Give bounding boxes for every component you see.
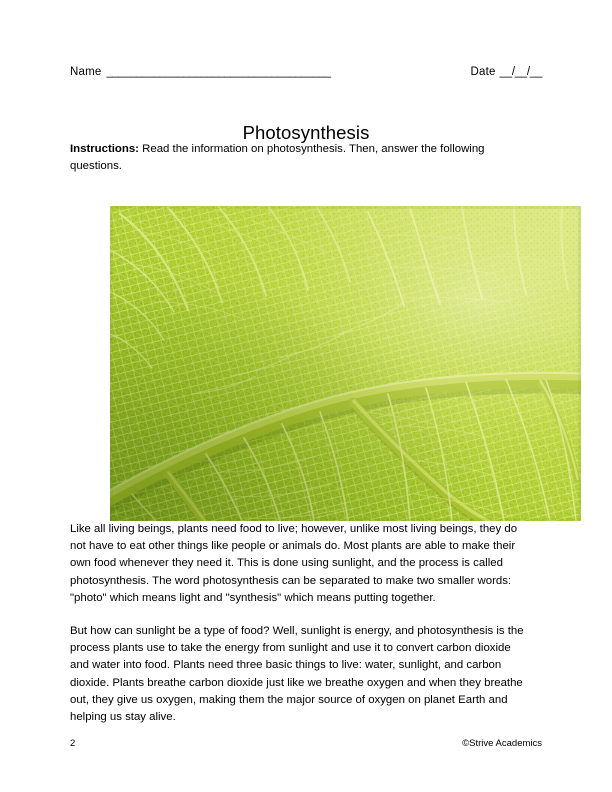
date-label: Date: [470, 66, 496, 78]
page-footer: [70, 738, 542, 749]
name-write-in-line[interactable]: ______________________________________: [106, 66, 331, 78]
name-field-group: [70, 66, 331, 78]
page-title: Photosynthesis: [242, 122, 370, 144]
instructions-text: Read the information on photosynthesis. Then, answer the following questions.: [70, 143, 485, 172]
name-date-row: [70, 66, 542, 86]
instructions-label: Instructions:: [70, 143, 139, 155]
date-field-group: [471, 66, 542, 78]
instructions-block: [70, 141, 518, 174]
leaf-illustration: [110, 206, 581, 521]
passage-paragraph-2: But how can sunlight be a type of food? Well, sunlight is energy, and photosynthesis is the process plants use to take the energy from sunlight and use it to convert carbon dioxide and water into food. Plants need three basic things to live: water, sunlight, and carbon dioxide. Plants breathe carbon dioxide just like we breathe oxygen and when they breathe out, they give us oxygen, making them the major source of oxygen on planet Earth and helping us stay alive.: [70, 625, 524, 724]
passage-paragraph-1: Like all living beings, plants need food to live; however, unlike most living beings, they do not have to eat other things like people or animals do. Most plants are able to make their own food whenever they need it. This is done using sunlight, and the process is called photosynthesis. The word photosynthesis can be separated to make two smaller words: "photo" which means light and "synthesis" which means putting together.: [70, 523, 518, 604]
copyright-notice: ©Strive Academics: [462, 738, 542, 749]
leaf-closeup-photo: [110, 206, 581, 521]
reading-passage: [70, 521, 525, 726]
name-label: Name: [70, 66, 102, 78]
date-write-in-line[interactable]: __/__/__: [499, 66, 542, 78]
page-number: 2: [70, 738, 76, 749]
